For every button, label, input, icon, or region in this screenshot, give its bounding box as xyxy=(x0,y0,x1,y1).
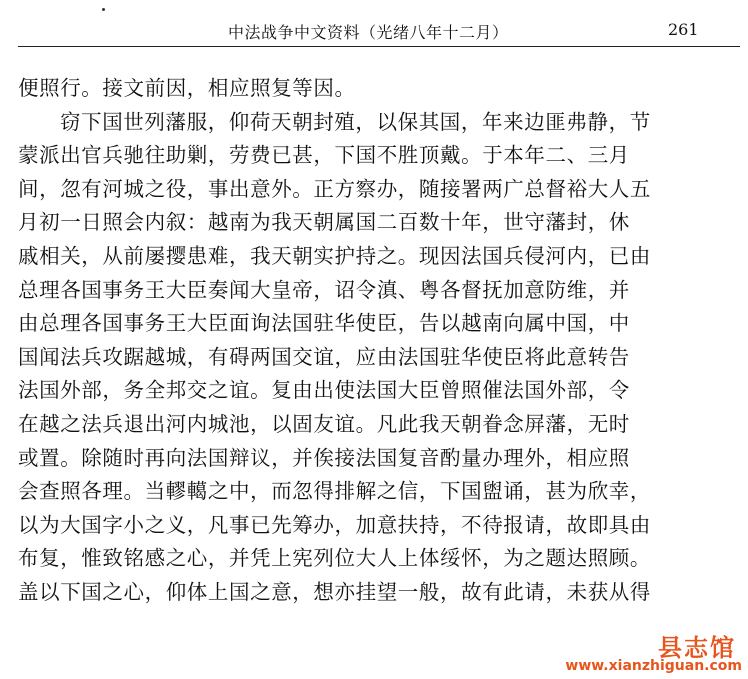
text-line: 由总理各国事务王大臣面询法国驻华使臣，告以越南向属中国，中 xyxy=(18,311,630,336)
text-line: 总理各国事务王大臣奏闻大皇帝，诏令滇、粤各督抚加意防维，并 xyxy=(18,277,630,302)
watermark-url: www.xianzhiguan.com xyxy=(565,658,742,674)
text-line: 间，忽有河城之役，事出意外。正方察办，随接署两广总督裕大人五 xyxy=(18,176,651,201)
body-text xyxy=(18,72,724,610)
scan-speck xyxy=(102,8,105,11)
text-line: 在越之法兵退出河内城池，以固友谊。凡此我天朝眷念屏藩，无时 xyxy=(18,411,630,436)
text-line: 或置。除随时再向法国辩议，并俟接法国复音酌量办理外，相应照 xyxy=(18,445,630,470)
page-header xyxy=(18,0,740,48)
text-line: 布复，惟致铭感之心，并凭上宪列位大人上体绥怀，为之题达照顾。 xyxy=(18,546,651,571)
text-line: 蒙派出官兵驰往助剿，劳费已甚，下国不胜顶戴。于本年二、三月 xyxy=(18,143,630,168)
text-line: 会查照各理。当轇轕之中，而忽得排解之信，下国盥诵，甚为欣幸， xyxy=(18,479,651,504)
text-line: 盖以下国之心，仰体上国之意，想亦挂望一般，故有此请，未获从得 xyxy=(18,579,651,604)
text-line: 以为大国字小之义，凡事已先筹办，加意扶持，不待报请，故即具由 xyxy=(18,512,651,537)
page-number: 261 xyxy=(668,20,699,39)
text-line: 月初一日照会内叙：越南为我天朝属国二百数十年，世守藩封，休 xyxy=(18,210,630,235)
watermark-title: 县志馆 xyxy=(658,634,736,662)
site-watermark xyxy=(538,630,748,679)
text-line: 国闻法兵攻踞越城，有碍两国交谊，应由法国驻华使臣将此意转告 xyxy=(18,344,630,369)
text-line: 法国外部，务全邦交之谊。复由出使法国大臣曾照催法国外部，令 xyxy=(18,378,630,403)
text-line: 窃下国世列藩服，仰荷天朝封殖，以保其国，年来边匪弗静，节 xyxy=(60,109,651,134)
header-divider xyxy=(18,46,740,47)
text-line: 便照行。接文前因，相应照复等因。 xyxy=(18,76,356,100)
text-line: 戚相关，从前屡撄患难，我天朝实护持之。现因法国兵侵河内，已由 xyxy=(18,243,651,268)
running-title: 中法战争中文资料（光绪八年十二月） xyxy=(228,23,509,42)
